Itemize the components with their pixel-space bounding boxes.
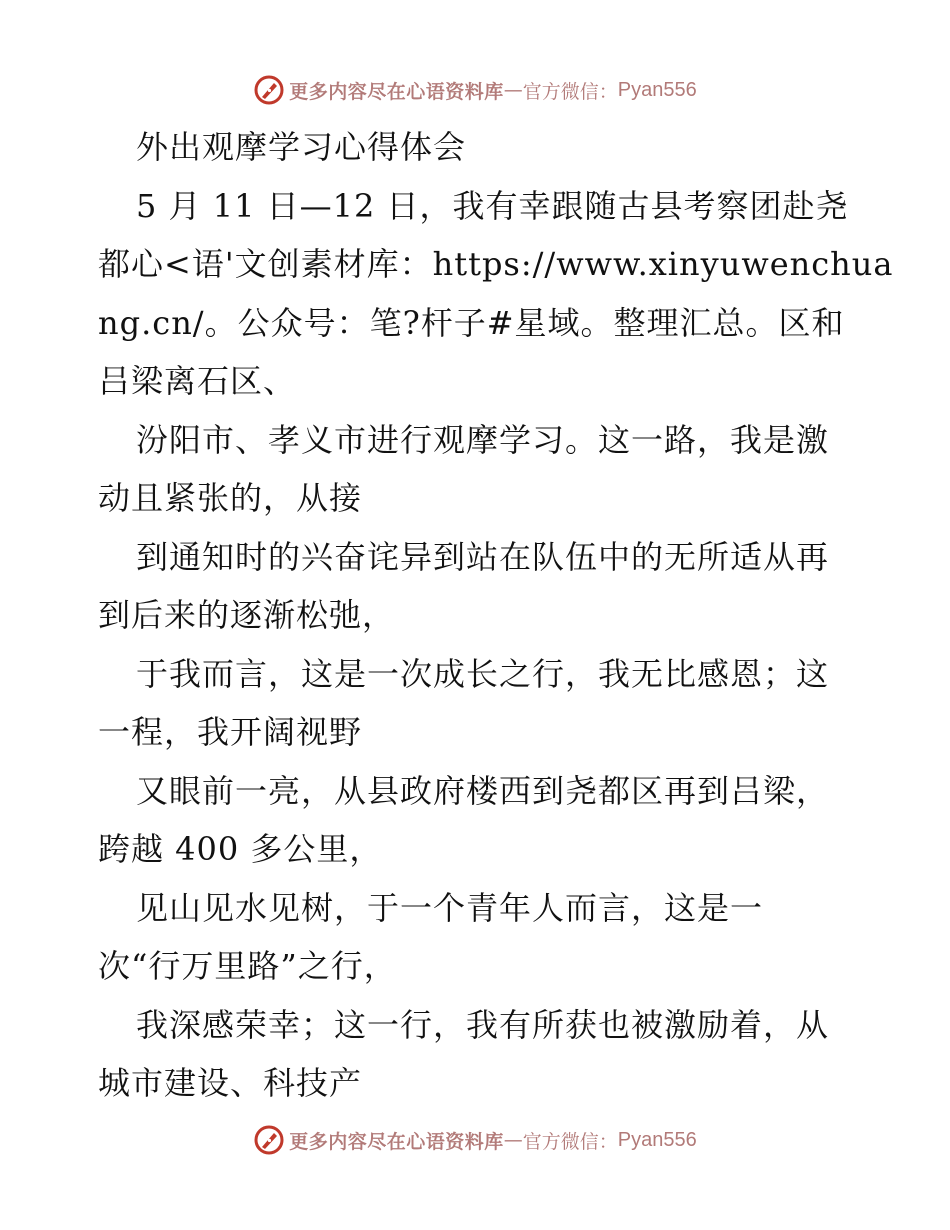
text-line: 又眼前一亮，从县政府楼西到尧都区再到吕梁，	[136, 771, 830, 810]
banner-official-label: 官方微信：	[522, 1130, 618, 1153]
text-line: 见山见水见树，于一个青年人而言，这是一	[136, 888, 764, 927]
pen-nib-logo-icon	[253, 1124, 285, 1156]
header-watermark-banner	[0, 70, 950, 110]
banner-main-text: 更多内容尽在心语资料库	[289, 1130, 504, 1153]
text-line: 到后来的逐渐松弛，	[98, 596, 396, 634]
text-line: 吕梁离石区、	[98, 362, 297, 400]
banner-dash: —	[503, 1129, 523, 1151]
text-line: 我深感荣幸；这一行，我有所获也被激励着，从	[136, 1005, 830, 1044]
document-body	[98, 118, 894, 1113]
banner-wechat-id: Pyan556	[617, 78, 697, 101]
banner-wechat-id: Pyan556	[617, 1128, 697, 1151]
document-title: 外出观摩学习心得体会	[136, 128, 467, 166]
text-line: 汾阳市、孝义市进行观摩学习。这一路，我是激	[136, 420, 830, 459]
text-line: 于我而言，这是一次成长之行，我无比感恩；这	[136, 654, 830, 693]
pen-nib-logo-icon	[253, 74, 285, 106]
text-line: 5 月 11 日—12 日，我有幸跟随古县考察团赴尧	[136, 186, 849, 225]
text-line: 动且紧张的，从接	[98, 479, 363, 517]
text-line: 次“行万里路”之行，	[98, 947, 397, 985]
banner-main-text: 更多内容尽在心语资料库	[289, 80, 504, 103]
footer-watermark-banner	[0, 1120, 950, 1160]
banner-dash: —	[503, 79, 523, 101]
text-line: 跨越 400 多公里，	[98, 830, 383, 868]
text-line: 城市建设、科技产	[98, 1064, 363, 1102]
text-line: 到通知时的兴奋诧异到站在队伍中的无所适从再	[136, 537, 830, 576]
banner-official-label: 官方微信：	[522, 80, 618, 103]
text-line: 都心<语'文创素材库：https://www.xinyuwenchua	[98, 245, 894, 283]
text-line: 一程，我开阔视野	[98, 713, 363, 751]
text-line: ng.cn/。公众号：笔?杆子#星域。整理汇总。区和	[98, 303, 845, 342]
